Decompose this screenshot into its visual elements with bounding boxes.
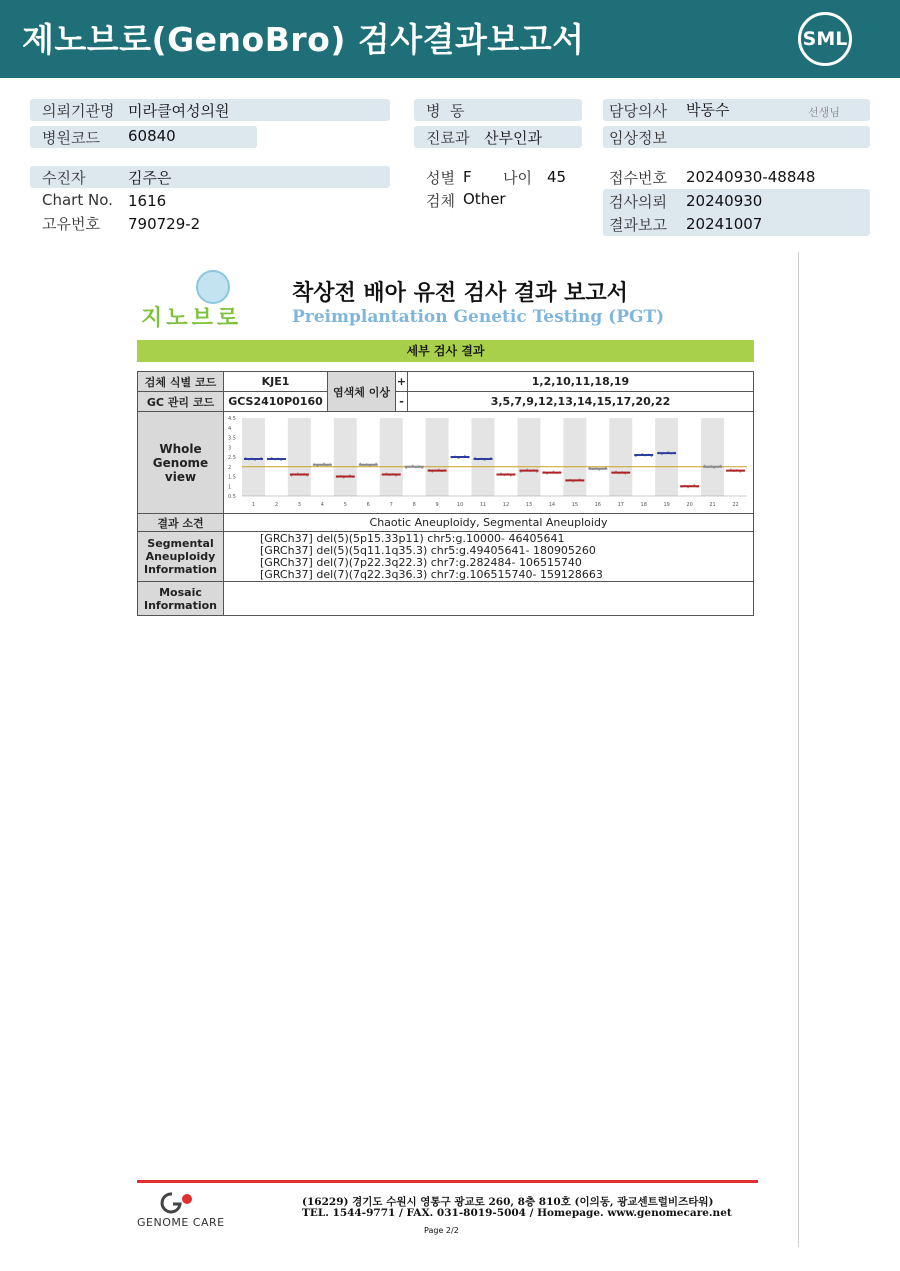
section-title: 세부 검사 결과 <box>137 340 754 362</box>
unique-no-label: 고유번호 <box>42 215 100 233</box>
y-tick-label: 1 <box>228 484 232 491</box>
chromosome-band <box>563 418 586 496</box>
mosaic-label: Mosaic Information <box>138 582 224 616</box>
doctor-value: 박동수 <box>686 101 730 119</box>
whole-genome-chart <box>226 414 751 508</box>
chromosome-abnormality-label: 염색체 이상 <box>328 372 396 412</box>
y-tick-label: 1.5 <box>228 474 236 481</box>
x-tick-label: 17 <box>617 502 624 508</box>
y-tick-label: 4.5 <box>228 416 236 422</box>
segmental-item: [GRCh37] del(7)(7p22.3q22.3) chr7:g.282484- 106515740 <box>260 555 582 569</box>
age-value: 45 <box>547 168 567 186</box>
recipient-label: 수진자 <box>42 169 86 187</box>
whole-genome-label: Whole Genome view <box>138 412 224 514</box>
age-label: 나이 <box>503 169 532 187</box>
chromosome-band <box>334 418 357 496</box>
x-tick-label: 20 <box>686 502 693 508</box>
x-tick-label: 7 <box>389 502 393 508</box>
report-subtitle: Preimplantation Genetic Testing (PGT) <box>292 307 665 327</box>
right-margin-line <box>798 252 799 1247</box>
y-tick-label: 4 <box>228 425 232 432</box>
chart-no-label: Chart No. <box>42 191 113 209</box>
x-tick-label: 14 <box>548 502 556 508</box>
specimen-id-value: KJE1 <box>224 372 328 392</box>
report-title: 착상전 배아 유전 검사 결과 보고서 <box>292 281 628 306</box>
chromosome-band <box>288 418 311 496</box>
hospital-code-value: 60840 <box>128 127 176 145</box>
y-tick-label: 0.5 <box>228 494 236 500</box>
footer-contact: TEL. 1544-9771 / FAX. 031-8019-5004 / Homepage. www.genomecare.net <box>302 1207 732 1219</box>
y-tick-label: 2 <box>228 464 232 471</box>
x-tick-label: 13 <box>525 502 533 508</box>
x-tick-label: 2 <box>274 502 279 508</box>
x-tick-label: 8 <box>412 502 416 508</box>
segmental-item: [GRCh37] del(5)(5p15.33p11) chr5:g.10000- 46405641 <box>260 531 565 545</box>
hospital-code-label: 병원코드 <box>42 129 100 147</box>
finding-label: 결과 소견 <box>138 514 224 532</box>
request-date-value: 20240930 <box>686 192 763 210</box>
y-tick-label: 2.5 <box>228 455 236 461</box>
specimen-label: 검체 <box>426 192 455 210</box>
chromosome-band <box>655 418 678 496</box>
gain-chromosomes: 1,2,10,11,18,19 <box>408 372 754 392</box>
request-date-label: 검사의뢰 <box>609 193 667 211</box>
mosaic-value <box>224 582 754 616</box>
gc-code-label: GC 관리 코드 <box>138 392 224 412</box>
x-tick-label: 12 <box>502 502 510 508</box>
gain-sign: + <box>396 372 408 392</box>
chromosome-band <box>701 418 724 496</box>
finding-value: Chaotic Aneuploidy, Segmental Aneuploidy <box>224 514 754 532</box>
report-header <box>0 0 900 78</box>
footer-line <box>137 1180 758 1183</box>
x-tick-label: 15 <box>571 502 579 508</box>
genobro-logo-icon <box>196 270 230 304</box>
genobro-logo-text: 지노브로 <box>141 306 243 331</box>
chromosome-band <box>426 418 449 496</box>
footer-address: (16229) 경기도 수원시 영통구 광교로 260, 8층 810호 (이의동, 광교센트럴비즈타워) <box>302 1196 714 1208</box>
x-tick-label: 10 <box>456 502 464 508</box>
clinical-info-label: 임상정보 <box>609 129 667 147</box>
recipient-value: 김주은 <box>128 169 172 187</box>
sml-logo: SML <box>798 12 852 66</box>
x-tick-label: 4 <box>320 502 324 508</box>
report-date-label: 결과보고 <box>609 216 667 234</box>
doctor-suffix: 선생님 <box>808 106 840 119</box>
x-tick-label: 19 <box>663 502 670 508</box>
y-tick-label: 3 <box>228 445 232 452</box>
page-title: 제노브로(GenoBro) 검사결과보고서 <box>22 20 585 59</box>
x-tick-label: 11 <box>479 502 487 508</box>
x-tick-label: 18 <box>640 502 647 508</box>
x-tick-label: 22 <box>732 502 739 508</box>
gc-code-value: GCS2410P0160 <box>224 392 328 412</box>
page-number: Page 2/2 <box>424 1226 459 1235</box>
sex-label: 성별 <box>426 169 455 187</box>
loss-chromosomes: 3,5,7,9,12,13,14,15,17,20,22 <box>408 392 754 412</box>
segmental-item: [GRCh37] del(7)(7q22.3q36.3) chr7:g.106515740- 159128663 <box>260 567 603 581</box>
receipt-no-label: 접수번호 <box>609 169 667 187</box>
segmental-label: Segmental Aneuploidy Information <box>138 532 224 582</box>
ward-label: 병 동 <box>426 102 465 120</box>
institution-value: 미라클여성의원 <box>128 102 230 120</box>
unique-no-value: 790729-2 <box>128 215 201 233</box>
x-tick-label: 9 <box>435 502 439 508</box>
loss-sign: - <box>396 392 408 412</box>
department-value: 산부인과 <box>484 129 542 147</box>
company-name: GENOME CARE <box>137 1216 225 1229</box>
specimen-id-label: 검체 식별 코드 <box>138 372 224 392</box>
results-table <box>137 371 754 616</box>
x-tick-label: 16 <box>594 502 601 508</box>
chart-no-value: 1616 <box>128 192 167 210</box>
specimen-value: Other <box>463 190 506 208</box>
whole-genome-cell <box>224 412 754 514</box>
x-tick-label: 5 <box>343 502 347 508</box>
genome-care-logo-icon <box>160 1190 194 1216</box>
chromosome-band <box>517 418 540 496</box>
y-tick-label: 3.5 <box>228 435 236 442</box>
x-tick-label: 3 <box>297 502 301 508</box>
doctor-label: 담당의사 <box>609 102 667 120</box>
institution-label: 의뢰기관명 <box>42 102 115 120</box>
chromosome-band <box>380 418 403 496</box>
segmental-cell <box>224 532 754 582</box>
x-tick-label: 1 <box>251 502 256 508</box>
x-tick-label: 6 <box>366 502 370 508</box>
chromosome-band <box>609 418 632 496</box>
receipt-no-value: 20240930-48848 <box>686 168 816 186</box>
sex-value: F <box>463 168 472 186</box>
x-tick-label: 21 <box>709 502 716 508</box>
segmental-item: [GRCh37] del(5)(5q11.1q35.3) chr5:g.49405641- 180905260 <box>260 543 596 557</box>
department-label: 진료과 <box>426 129 470 147</box>
report-date-value: 20241007 <box>686 215 763 233</box>
